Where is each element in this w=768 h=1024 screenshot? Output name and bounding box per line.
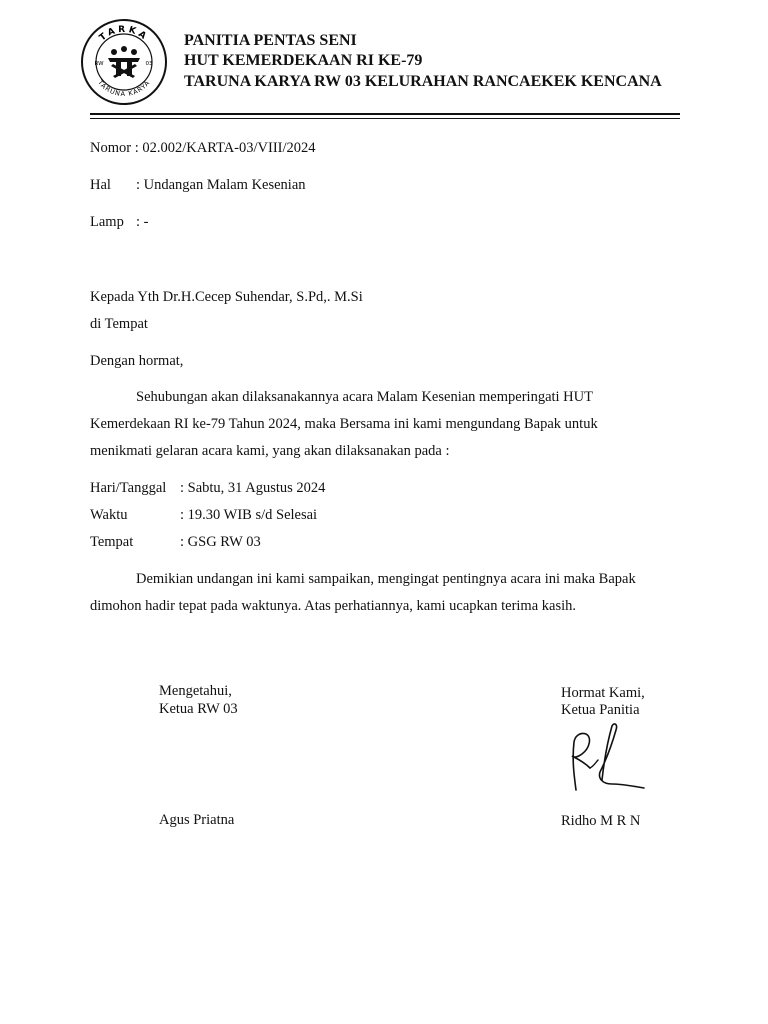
- detail-place-label: Tempat: [90, 534, 134, 550]
- body1-line: Kemerdekaan RI ke-79 Tahun 2024, maka Bersama ini kami mengundang Bapak untuk: [90, 416, 598, 432]
- attachment-value: : -: [136, 214, 149, 230]
- attachment-label: Lamp: [90, 214, 124, 230]
- logo-left-text: RW: [94, 61, 104, 67]
- subject-value: : Undangan Malam Kesenian: [136, 177, 306, 193]
- detail-date-value: : Sabtu, 31 Agustus 2024: [180, 480, 326, 496]
- right-sign-name: Ridho M R N: [561, 813, 641, 829]
- left-sign-greeting: Mengetahui,: [159, 683, 232, 699]
- detail-time-value: : 19.30 WIB s/d Selesai: [180, 507, 318, 523]
- detail-time-label: Waktu: [90, 507, 128, 523]
- header-org: PANITIA PENTAS SENI: [184, 32, 357, 49]
- taruna-karya-logo: [80, 18, 168, 106]
- left-sign-name: Agus Priatna: [159, 812, 235, 828]
- header-event: HUT KEMERDEKAAN RI KE-79: [184, 52, 423, 69]
- header-location: TARUNA KARYA RW 03 KELURAHAN RANCAEKEK KENCANA: [184, 73, 662, 90]
- recipient-place: di Tempat: [90, 316, 148, 332]
- signature-icon: [562, 720, 648, 796]
- right-sign-greeting: Hormat Kami,: [561, 685, 645, 701]
- logo-top-text: TARKA: [97, 24, 151, 44]
- letter-number: Nomor : 02.002/KARTA-03/VIII/2024: [90, 140, 316, 156]
- detail-date-label: Hari/Tanggal: [90, 480, 167, 496]
- body1-line: menikmati gelaran acara kami, yang akan dilaksanakan pada :: [90, 443, 450, 459]
- logo-right-text: 03: [145, 61, 153, 67]
- body2-line: Demikian undangan ini kami sampaikan, mengingat pentingnya acara ini maka Bapak: [136, 571, 636, 587]
- detail-place-value: : GSG RW 03: [180, 534, 261, 550]
- greeting: Dengan hormat,: [90, 353, 184, 369]
- left-sign-title: Ketua RW 03: [159, 701, 238, 717]
- body1-line: Sehubungan akan dilaksanakannya acara Malam Kesenian memperingati HUT: [136, 389, 593, 405]
- logo-bottom-text: TARUNA KARYA: [96, 78, 152, 99]
- body2-line: dimohon hadir tepat pada waktunya. Atas perhatiannya, kami ucapkan terima kasih.: [90, 598, 576, 614]
- recipient-name: Kepada Yth Dr.H.Cecep Suhendar, S.Pd,. M.Si: [90, 289, 363, 305]
- svg-text:TARKA: [98, 25, 150, 43]
- right-sign-title: Ketua Panitia: [561, 702, 640, 718]
- logo-emblem-icon: [108, 46, 140, 78]
- header-rule-thin: [90, 118, 680, 119]
- subject-label: Hal: [90, 177, 111, 193]
- svg-text:TARUNA KARYA: [96, 78, 152, 98]
- header-rule-thick: [90, 113, 680, 115]
